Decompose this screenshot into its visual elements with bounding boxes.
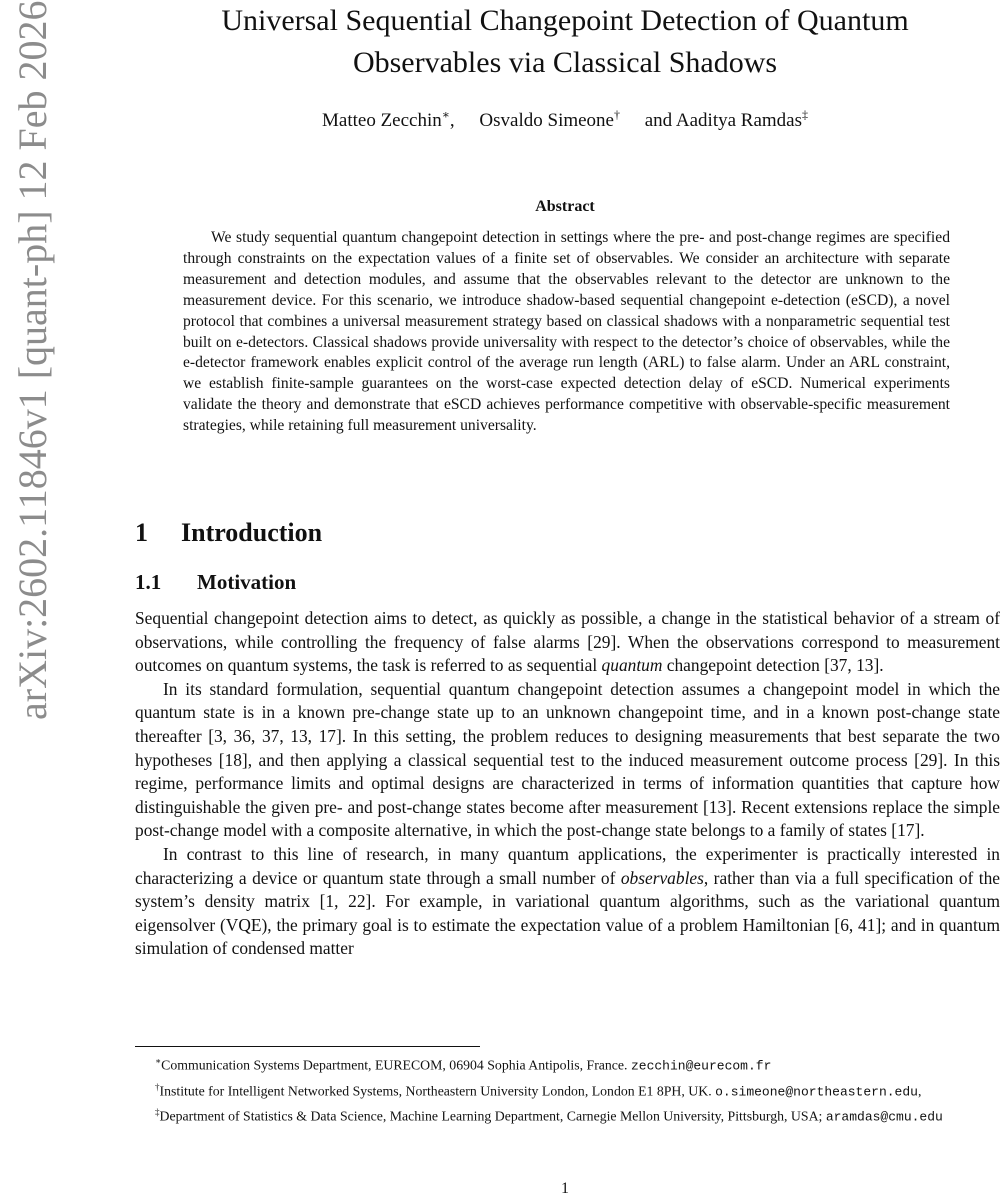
author-email[interactable]: o.simeone@northeastern.edu xyxy=(715,1084,918,1100)
footnote-text: Communication Systems Department, EURECOM, 06904 Sophia Antipolis, France. xyxy=(161,1057,631,1073)
footnote-rule xyxy=(135,1046,480,1047)
footnote-text: Institute for Intelligent Networked Systems, Northeastern University London, London E1 8PH, UK. xyxy=(159,1083,716,1099)
footnotes xyxy=(135,1051,1000,1128)
author-list xyxy=(140,100,990,136)
author-2 xyxy=(479,110,620,131)
paper-title xyxy=(140,0,990,84)
footnote-mark: † xyxy=(155,1081,160,1092)
abstract-heading: Abstract xyxy=(535,198,595,215)
paragraph-1-text: Sequential changepoint detection aims to detect, as quickly as possible, a change in the statistical behavior of a stream of observations, while controlling the frequency of false alarms [29]. When the observations correspond to measurement outcomes on quantum systems, the task is referred to as sequential xyxy=(135,608,1000,676)
paragraph-1 xyxy=(135,607,1000,678)
body-text xyxy=(135,607,1000,961)
emphasis-quantum: quantum xyxy=(601,655,663,676)
footnote-mark: ‡ xyxy=(155,1107,160,1118)
title-line-1: Universal Sequential Changepoint Detection of Quantum xyxy=(221,4,909,37)
section-title: Introduction xyxy=(181,518,323,547)
page-number: 1 xyxy=(561,1180,569,1197)
author-mark: ‡ xyxy=(802,108,808,122)
footnote-mark: ∗ xyxy=(155,1056,162,1066)
paragraph-3-text: In contrast to this line of research, in many quantum applications, the experimenter is practically interested in characterizing a device or quantum state through a small number of xyxy=(135,843,1000,888)
abstract-text: We study sequential quantum changepoint detection in settings where the pre- and post-change regimes are specified through constraints on the expectation values of a finite set of observables. We consider an architecture with separate measurement and detection modules, and assume that the observables relevant to the detector are unknown to the measurement device. For this scenario, we introduce shadow-based sequential changepoint e-detection (eSCD), a novel protocol that combines a universal measurement strategy based on classical shadows with a nonparametric sequential test built on e-detectors. Classical shadows provide universality with respect to the detector’s choice of observables, while the e-detector framework enables explicit control of the average run length (ARL) to false alarm. Under an ARL constraint, we establish finite-sample guarantees on the worst-case expected detection delay of eSCD. Numerical experiments validate the theory and demonstrate that eSCD achieves performance competitive with observable-specific measurement strategies, while retaining full measurement universality. xyxy=(183,229,950,435)
footnote-3 xyxy=(135,1102,1000,1128)
arxiv-identifier-stamp: arXiv:2602.11846v1 [quant-ph] 12 Feb 2026 xyxy=(10,0,55,720)
footnote-tail: , xyxy=(917,1083,922,1099)
author-name: Matteo Zecchin xyxy=(322,110,442,132)
author-mark: ∗ xyxy=(441,108,450,122)
paragraph-2: In its standard formulation, sequential quantum changepoint detection assumes a changepoint model in which the quantum state is in a known pre-change state up to an unknown changepoint time, and in a known post-change state thereafter [3, 36, 37, 13, 17]. In this setting, the problem reduces to designing measurements that best separate the two hypotheses [18], and then applying a classical sequential test to the induced measurement outcome process [29]. In this regime, performance limits and optimal designs are characterized in terms of information quantities that capture how distinguishable the given pre- and post-change states become after measurement [13]. Recent extensions replace the simple post-change model with a composite alternative, in which the post-change state belongs to a family of states [17]. xyxy=(135,678,1000,841)
author-email[interactable]: zecchin@eurecom.fr xyxy=(630,1058,772,1074)
title-line-2: Observables via Classical Shadows xyxy=(352,46,778,79)
author-email[interactable]: aramdas@cmu.edu xyxy=(825,1109,943,1125)
author-mark: † xyxy=(614,108,620,122)
section-heading-introduction xyxy=(135,518,322,548)
author-1: Matteo Zecchin∗, xyxy=(322,108,455,132)
footnote-text: Department of Statistics & Data Science, Machine Learning Department, Carnegie Mellon University, Pittsburgh, USA; xyxy=(159,1108,826,1124)
section-number: 1 xyxy=(135,518,148,547)
author-name: Osvaldo Simeone xyxy=(479,110,614,132)
paragraph-1-tail: changepoint detection [37, 13]. xyxy=(662,655,884,676)
paragraph-3 xyxy=(135,843,1000,961)
footnote-1 xyxy=(135,1051,1000,1077)
subsection-title: Motivation xyxy=(197,570,297,594)
author-3 xyxy=(645,110,808,131)
subsection-number: 1.1 xyxy=(135,570,162,594)
paragraph-3-tail: , rather than via a full specification of the system’s density matrix [1, 22]. For example, in variational quantum algorithms, such as the variational quantum eigensolver (VQE), the primary goal is to estimate the expectation value of a problem Hamiltonian [6, 41]; and in quantum simulation of condensed matter xyxy=(135,867,1000,959)
subsection-heading-motivation xyxy=(135,570,296,595)
author-name: and Aaditya Ramdas xyxy=(644,110,802,132)
emphasis-observables: observables xyxy=(620,867,704,888)
footnote-2 xyxy=(135,1077,1000,1103)
